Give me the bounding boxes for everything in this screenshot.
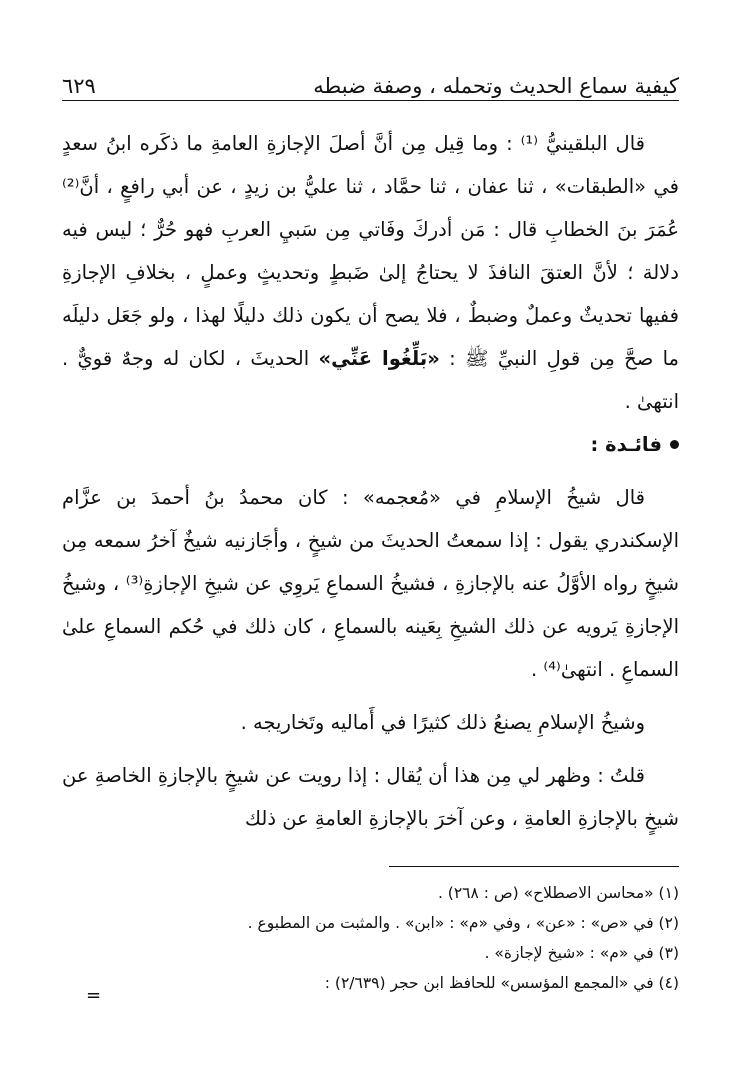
paragraph-bulqini-end: الحديثَ ، لكان له وجهٌ قويٌّ . انتهىٰ . <box>62 347 679 413</box>
paragraph-amali: وشيخُ الإسلامِ يصنعُ ذلك كثيرًا في أَماليه وتَخاريجه . <box>240 711 645 734</box>
paragraph-bulqini <box>62 122 679 423</box>
running-title: كيفية سماع الحديث وتحمله ، وصفة ضبطه <box>313 74 679 98</box>
main-text <box>62 122 679 840</box>
footnote-rule <box>389 866 679 867</box>
hadith-quote: «بَلِّغُوا عَنِّي» <box>318 347 440 370</box>
paragraph-qultu: قلتُ : وظهر لي مِن هذا أن يُقال : إذا رويت عن شيخٍ بالإجازةِ الخاصةِ عن شيخٍ بالإجازةِ العامةِ ، وعن آخرَ بالإجازةِ العامةِ عن ذلك <box>62 764 679 830</box>
spacer <box>62 466 679 476</box>
bullet-icon <box>670 440 679 449</box>
footnote-3: (٣) في «م» : «شيخ لإجازة» . <box>484 944 679 962</box>
running-header <box>62 58 679 98</box>
page-number: ٦٢٩ <box>62 74 96 98</box>
footnote-4: (٤) في «المجمع المؤسس» للحافظ ابن حجر (٢/٦٣٩) : <box>324 974 679 992</box>
footnote-2: (٢) في «ص» : «عن» ، وفي «م» : «ابن» . والمثبت من المطبوع . <box>247 914 679 932</box>
paragraph-bulqini-text: قال البلقينيُّ ⁽¹⁾ : وما قِيل مِن أنَّ أصلَ الإجازةِ العامةِ ما ذكَره ابنُ سعدٍ في «الطبقات» ، ثنا عفان ، ثنا حمَّاد ، ثنا عليُّ بن زيدٍ ، عن أبي رافعٍ ، أنَّ⁽²⁾ عُمَرَ بنَ الخطابِ قال : مَن أدركَ وفَاتي مِن سَبيِ العربِ فهو حُرٌّ ؛ ليس فيه دلالة ؛ لأنَّ العتقَ النافذَ لا يحتاجُ إلىٰ ضَبطٍ وتحديثٍ وعملٍ ، بخلافِ الإجازةِ ففيها تحديثٌ وعملٌ وضبطٌ ، فلا يصح أن يكون ذلك دليلًا لهذا ، ولو جَعَل دليلَه ما صحَّ مِن قولِ النبيِّ ﷺ : <box>62 132 679 370</box>
spacer <box>62 744 679 754</box>
benefit-heading <box>62 423 679 466</box>
continuation-mark: = <box>86 985 102 1006</box>
benefit-label: فائـدة : <box>590 433 662 456</box>
footnotes <box>62 878 679 998</box>
spacer <box>62 691 679 701</box>
paragraph-shaykh: قال شيخُ الإسلامِ في «مُعجمه» : كان محمدُ بنُ أحمدَ بن عزَّام الإسكندري يقول : إذا سمعتُ الحديثَ من شيخٍ ، وأجَازنيه شيخٌ آخرُ سمعه مِن شيخٍ رواه الأوَّلُ عنه بالإجازةِ ، فشيخُ السماعِ يَروِي عن شيخِ الإجازةِ⁽³⁾ ، وشيخُ الإجازةِ يَرويه عن ذلك الشيخِ بِعَينه بالسماعِ ، كان ذلك في حُكم السماعِ علىٰ السماعِ . انتهىٰ⁽⁴⁾ . <box>62 486 679 681</box>
header-rule <box>62 100 679 101</box>
footnote-1: (١) «محاسن الاصطلاح» (ص : ٢٦٨) . <box>437 884 679 902</box>
